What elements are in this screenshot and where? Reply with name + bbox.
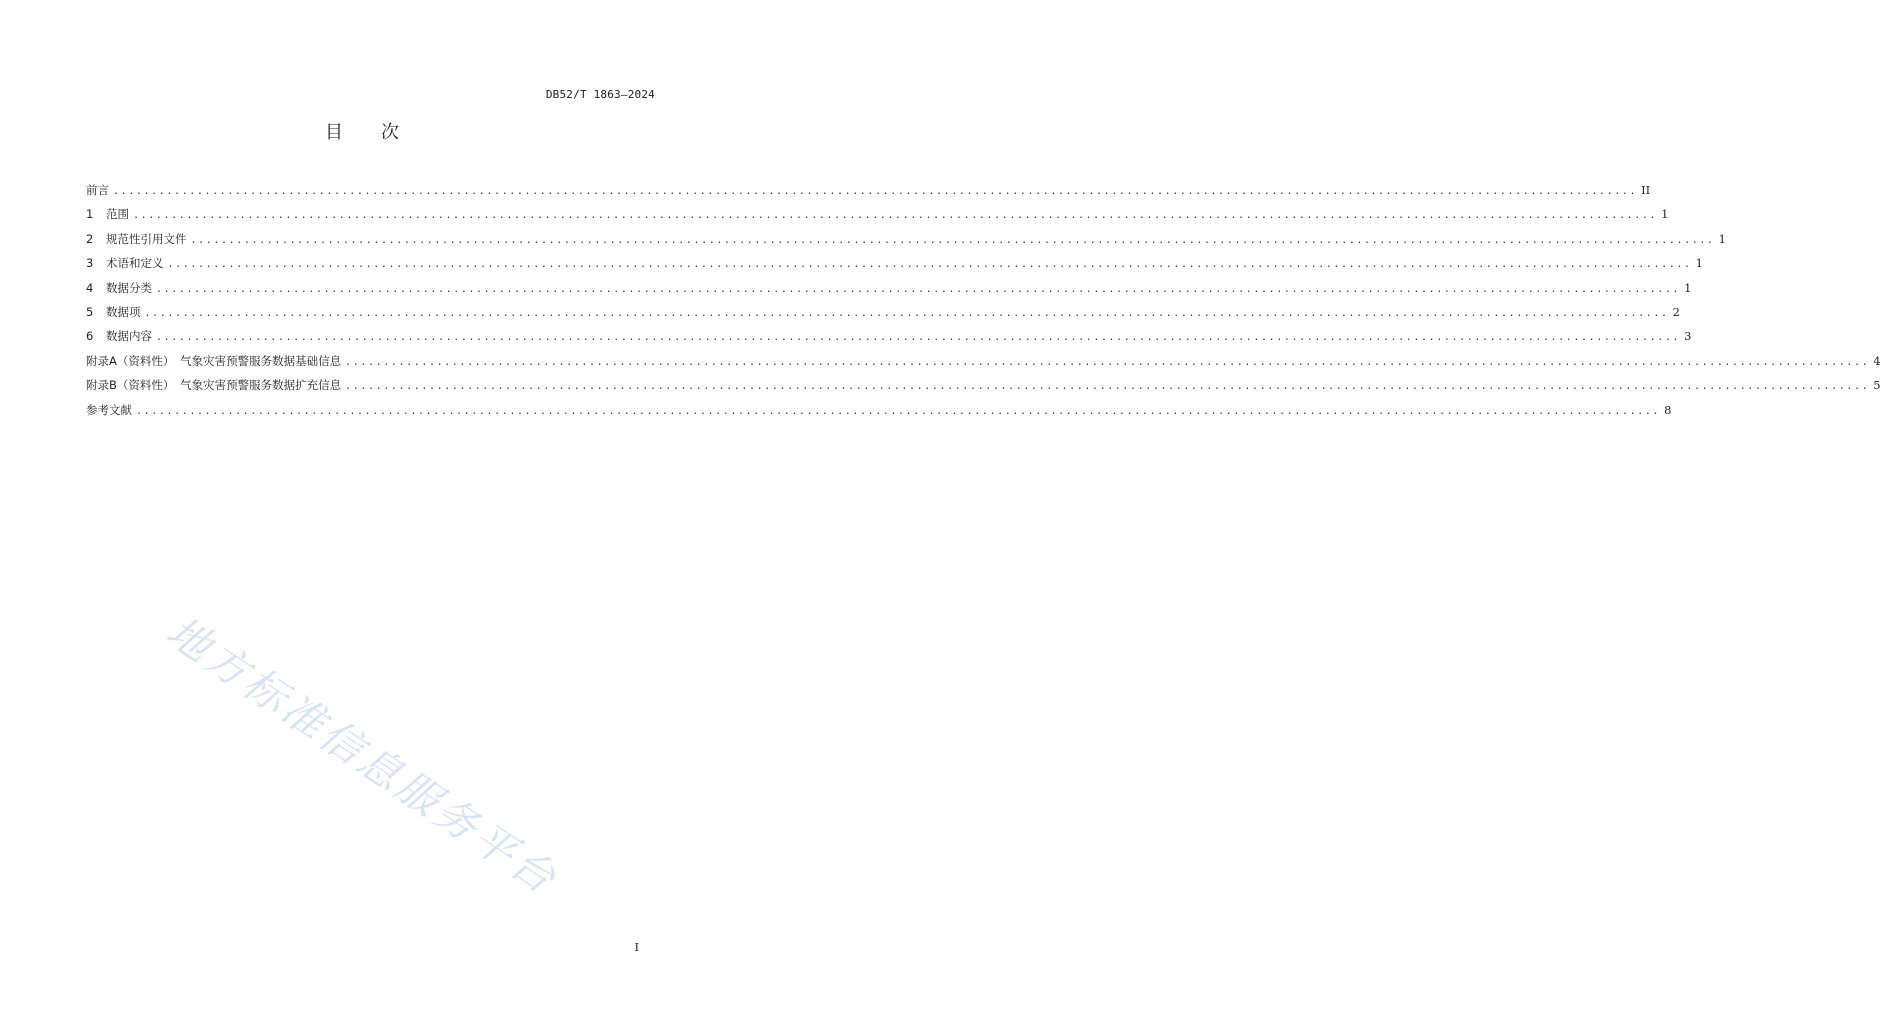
toc-entry[interactable] (86, 182, 1651, 206)
toc-entry-page: II (1641, 183, 1651, 197)
table-of-contents (86, 182, 1881, 426)
toc-entry[interactable] (86, 255, 1703, 279)
toc-dot-leader: ........................................................................................................................................................................................................ (144, 307, 1669, 319)
toc-entry-label: 术语和定义 (106, 256, 164, 271)
toc-entry[interactable] (86, 353, 1881, 377)
toc-entry-label: 数据内容 (106, 329, 152, 344)
toc-entry-number: 5 (86, 304, 94, 319)
toc-entry[interactable] (86, 377, 1881, 401)
toc-entry-number: 1 (86, 207, 94, 222)
toc-entry-label: 附录A（资料性） 气象灾害预警服务数据基础信息 (86, 353, 342, 368)
toc-dot-leader: ........................................................................................................................................................................................................ (156, 332, 1681, 344)
document-code: DB52/T 1863—2024 (545, 88, 655, 101)
toc-dot-leader: ........................................................................................................................................................................................................ (113, 186, 1638, 197)
toc-dot-leader: ........................................................................................................................................................................................................ (167, 259, 1692, 271)
toc-title: 目次 (325, 122, 437, 143)
toc-entry[interactable] (86, 328, 1692, 352)
toc-entry-label: 数据项 (106, 304, 141, 319)
toc-entry[interactable] (86, 206, 1669, 230)
toc-entry-page: 8 (1664, 402, 1672, 417)
toc-entry-page: 3 (1684, 329, 1692, 344)
toc-entry[interactable] (86, 280, 1692, 304)
toc-entry-label: 前言 (86, 183, 109, 197)
toc-dot-leader: ........................................................................................................................................................................................................ (156, 283, 1681, 295)
toc-entry-number: 3 (86, 256, 94, 271)
toc-entry-number: 6 (86, 329, 94, 344)
toc-entry-page: 1 (1661, 207, 1669, 222)
toc-entry-page: 5 (1873, 378, 1881, 393)
toc-entry-page: 1 (1695, 256, 1703, 271)
toc-entry-number: 2 (86, 231, 94, 246)
toc-dot-leader: ........................................................................................................................................................................................................ (136, 405, 1661, 417)
toc-entry-label: 附录B（资料性） 气象灾害预警服务数据扩充信息 (86, 378, 342, 393)
page-number: I (634, 941, 639, 954)
toc-dot-leader: ........................................................................................................................................................................................................ (345, 356, 1870, 368)
toc-entry-label: 数据分类 (106, 280, 152, 295)
toc-entry-number: 4 (86, 280, 94, 295)
toc-entry[interactable] (86, 231, 1726, 255)
toc-dot-leader: ........................................................................................................................................................................................................ (133, 210, 1658, 222)
toc-entry-page: 4 (1873, 353, 1881, 368)
toc-entry-label: 范围 (106, 207, 129, 222)
toc-dot-leader: ........................................................................................................................................................................................................ (345, 381, 1870, 393)
toc-entry-label: 参考文献 (86, 402, 132, 417)
watermark: 地方标准信息服务平台 (158, 606, 567, 905)
toc-entry-page: 1 (1718, 231, 1726, 246)
toc-entry-label: 规范性引用文件 (106, 231, 187, 246)
toc-entry-page: 2 (1672, 304, 1680, 319)
toc-dot-leader: ........................................................................................................................................................................................................ (190, 234, 1715, 246)
toc-entry[interactable] (86, 304, 1680, 328)
toc-entry[interactable] (86, 402, 1672, 426)
toc-entry-page: 1 (1684, 280, 1692, 295)
